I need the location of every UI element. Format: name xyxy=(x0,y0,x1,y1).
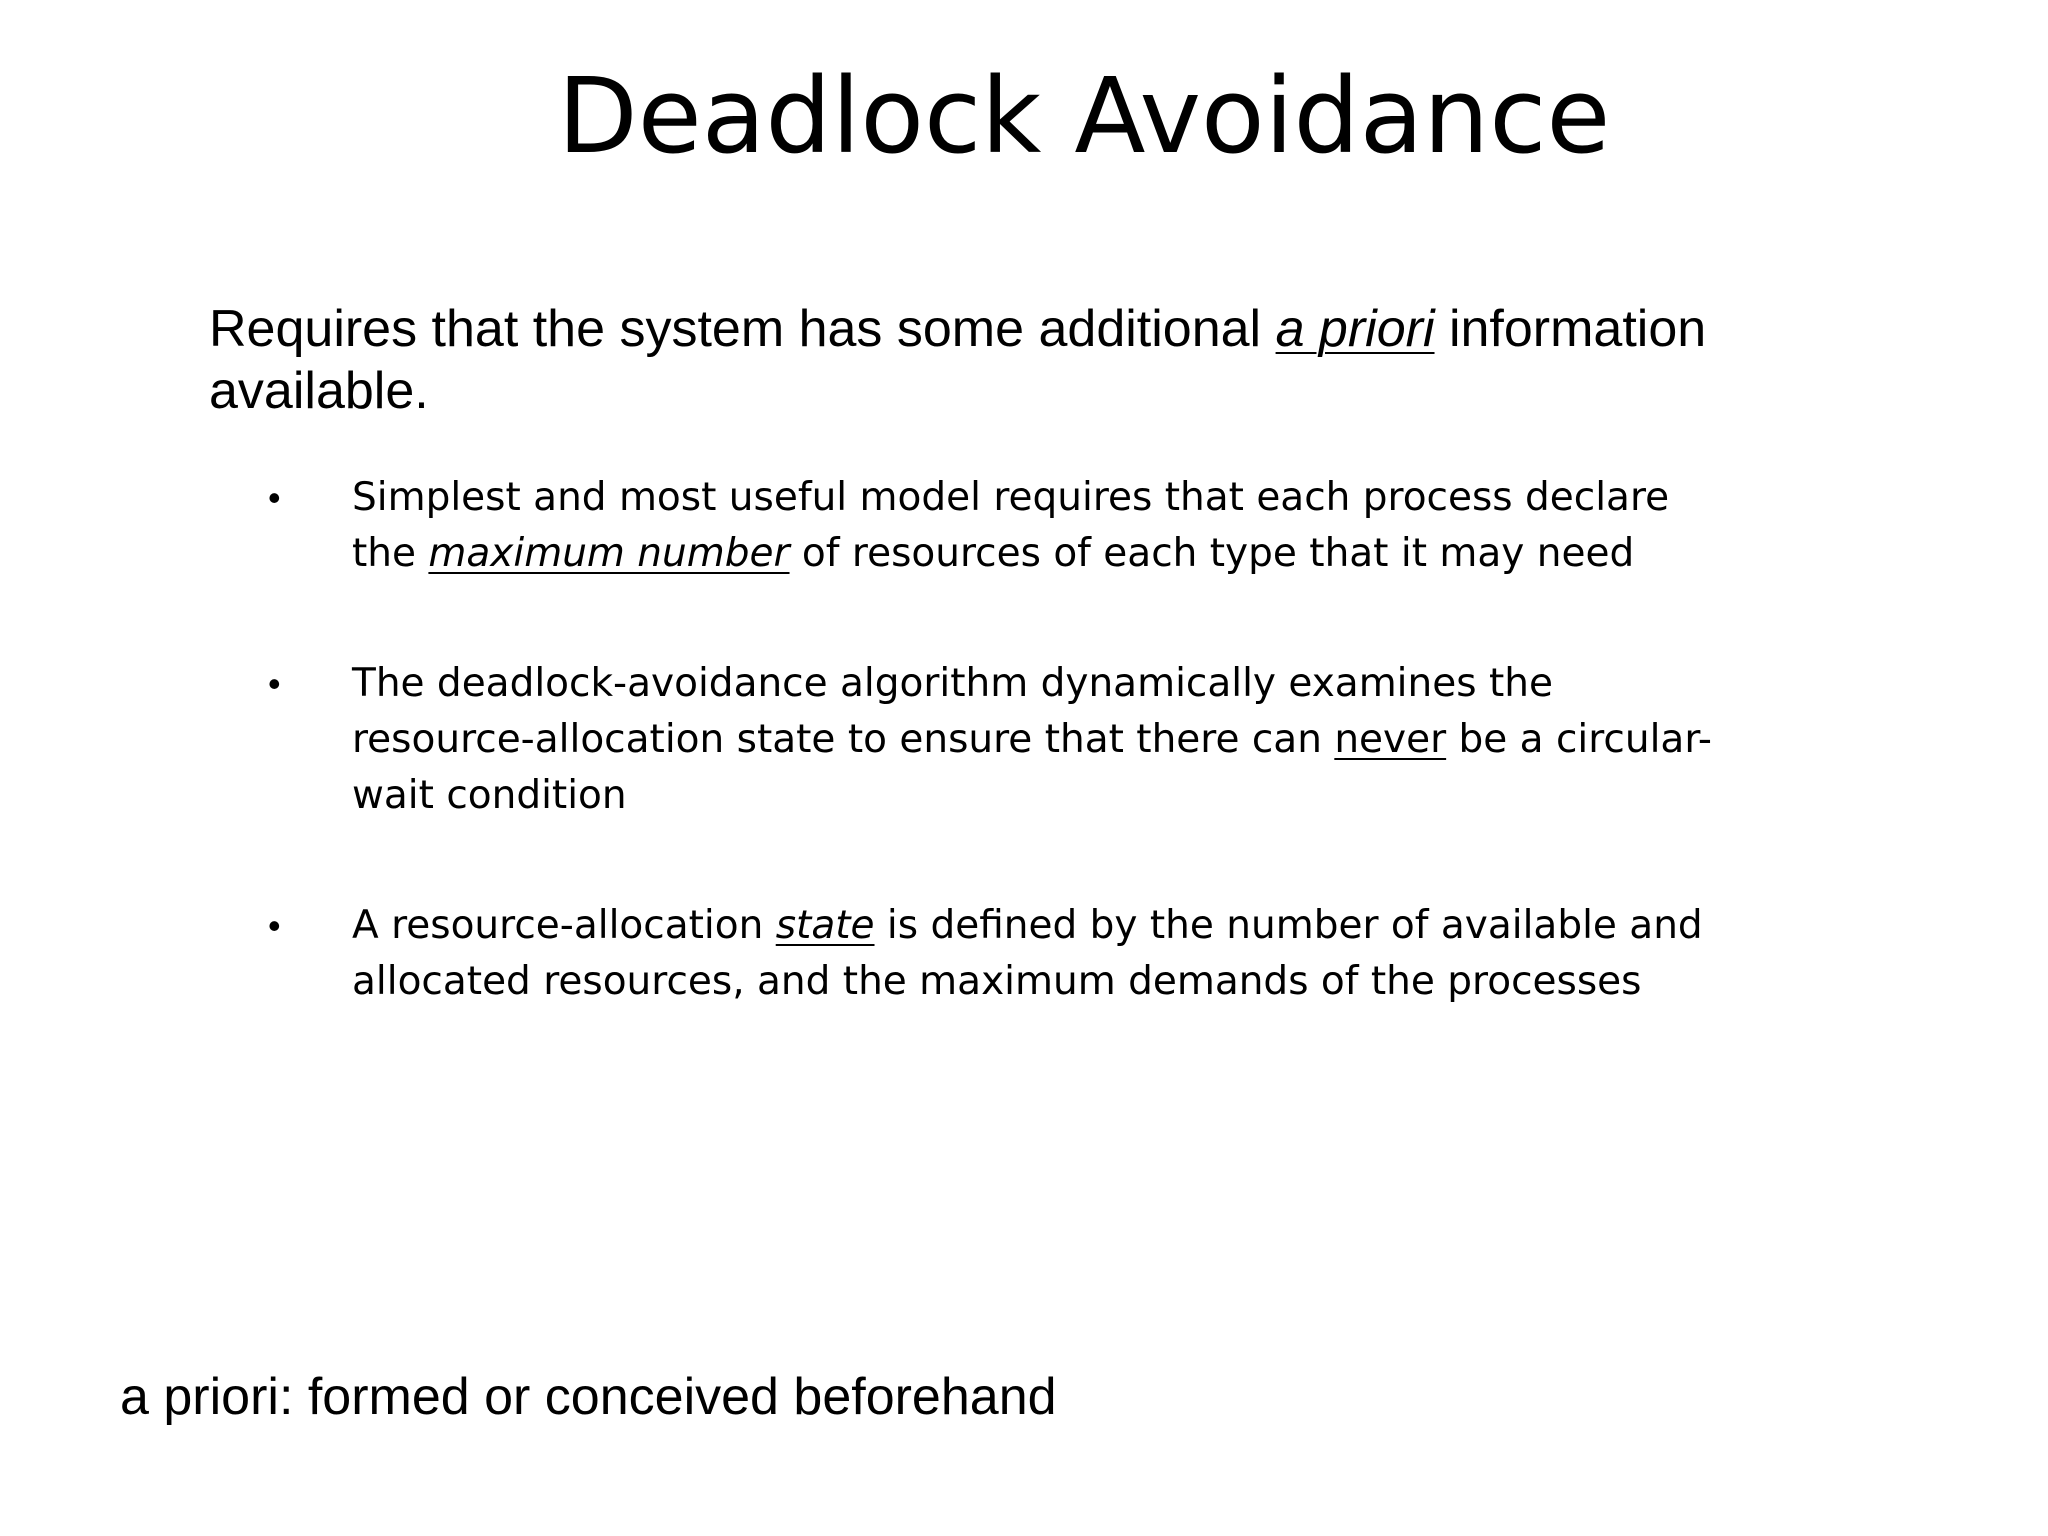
slide-title: Deadlock Avoidance xyxy=(557,55,1611,177)
bullet-marker: • xyxy=(268,663,281,704)
bullet-emphasis: state xyxy=(775,903,875,948)
bullet-list xyxy=(268,470,1718,1084)
bullet-text-after: is defined by the number of available and allocated resources, and the maximum demands of the processes xyxy=(352,903,1703,1004)
bullet-text-before: Simplest and most useful model requires that each process declare the xyxy=(352,475,1670,576)
bullet-text-before: The deadlock-avoidance algorithm dynamically examines the resource-allocation state to ensure that there can xyxy=(352,661,1553,762)
bullet-item-state xyxy=(268,898,1718,1010)
intro-emphasis: a priori xyxy=(1275,300,1435,358)
intro-text-before: Requires that the system has some additional xyxy=(209,300,1276,358)
bullet-text-after: be a circular-wait condition xyxy=(352,717,1712,818)
bullet-text-before: A resource-allocation xyxy=(352,903,776,948)
bullet-text-after: of resources of each type that it may need xyxy=(789,531,1635,576)
bullet-marker: • xyxy=(268,905,281,946)
bullet-emphasis: maximum number xyxy=(428,531,790,576)
intro-paragraph xyxy=(209,298,1769,422)
bullet-item-never xyxy=(268,656,1718,824)
bullet-emphasis: never xyxy=(1334,717,1447,762)
intro-text-after: information available. xyxy=(209,300,1707,420)
bullet-marker: • xyxy=(268,477,281,518)
bullet-item-max-number xyxy=(268,470,1718,582)
definition-footnote: a priori: formed or conceived beforehand xyxy=(120,1368,1057,1426)
